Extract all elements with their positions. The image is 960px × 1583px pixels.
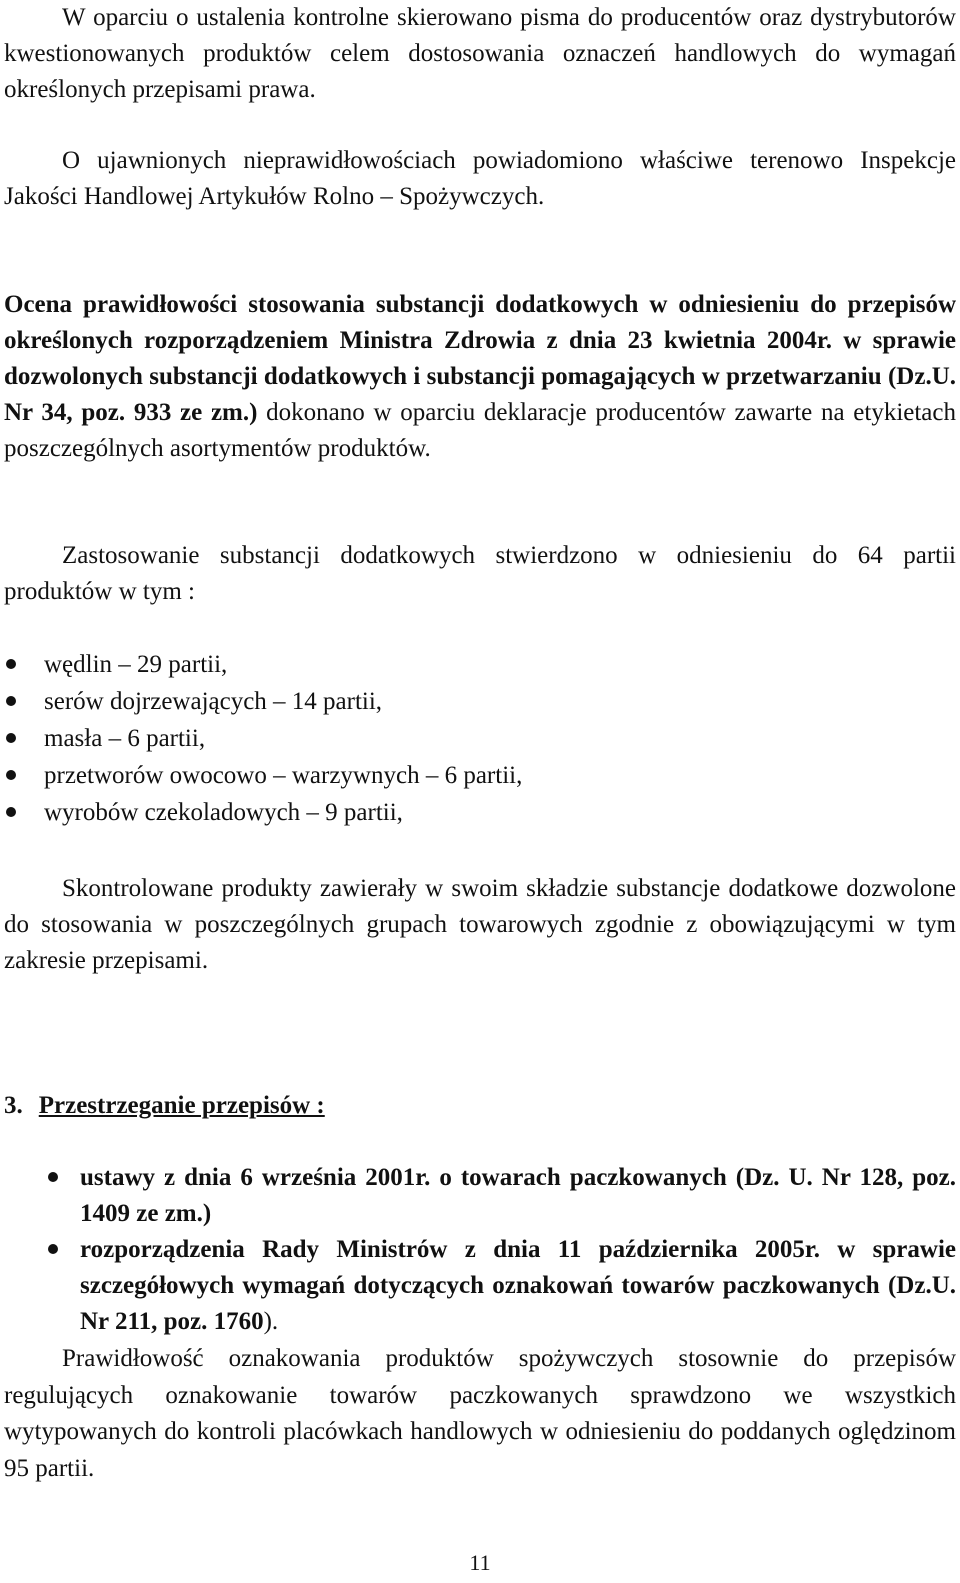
list-item: serów dojrzewających – 14 partii, xyxy=(0,684,956,721)
paragraph-additives-found: Zastosowanie substancji dodatkowych stwierdzono w odniesieniu do 64 partii produktów w tym : xyxy=(4,542,956,605)
list-item: rozporządzenia Rady Ministrów z dnia 11 października 2005r. w sprawie szczegółowych wymagań dotyczących oznakowań towarów paczkowanych (Dz.U. Nr 211, poz. 1760). xyxy=(0,1232,956,1340)
paragraph-labelling-check: Prawidłowość oznakowania produktów spożywczych stosownie do przepisów regulujących oznakowanie towarów paczkowanych sprawdzono we wszystkich wytypowanych do kontroli placówkach handlowych w odniesieniu do poddanych oględzinom 95 partii. xyxy=(4,1345,956,1482)
bullet-icon xyxy=(6,659,16,669)
paragraph-inspection-notified: O ujawnionych nieprawidłowościach powiadomiono właściwe terenowo Inspekcje Jakości Handlowej Artykułów Rolno – Spożywczych. xyxy=(4,147,956,210)
section-title: Przestrzeganie przepisów : xyxy=(38,1092,325,1119)
paragraph-letters-sent: W oparciu o ustalenia kontrolne skierowano pisma do producentów oraz dystrybutorów kwestionowanych produktów celem dostosowania oznaczeń handlowych do wymagań określonych przepisami prawa. xyxy=(4,4,956,103)
list-item: wyrobów czekoladowych – 9 partii, xyxy=(0,795,956,832)
additives-assessment-rest: dokonano w oparciu deklaracje producentów zawarte na etykietach poszczególnych asortymentów produktów. xyxy=(4,399,957,462)
list-item: wędlin – 29 partii, xyxy=(0,647,956,684)
section-number: 3. xyxy=(4,1092,23,1119)
additives-regulation-reference: Ocena prawidłowości stosowania substancji dodatkowych w odniesieniu do przepisów określonych rozporządzeniem Ministra Zdrowia z dnia 23 kwietnia 2004r. w sprawie dozwolonych substancji dodatkowych i substancji pomagających w przetwarzaniu (Dz.U. Nr 34, poz. 933 ze zm.) xyxy=(4,291,956,426)
paragraph-controlled-products: Skontrolowane produkty zawierały w swoim składzie substancje dodatkowe dozwolone do stosowania w poszczególnych grupach towarowych zgodnie z obowiązującymi w tym zakresie przepisami. xyxy=(4,875,956,974)
page-number: 11 xyxy=(469,1550,491,1575)
bullet-icon xyxy=(6,770,16,780)
section-heading xyxy=(4,1088,325,1124)
bullet-icon xyxy=(6,733,16,743)
bullet-icon xyxy=(48,1244,58,1254)
list-item: ustawy z dnia 6 września 2001r. o towarach paczkowanych (Dz. U. Nr 128, poz. 1409 ze zm.) xyxy=(0,1160,956,1232)
bullet-icon xyxy=(48,1172,58,1182)
product-batches-list xyxy=(0,647,956,832)
list-item: masła – 6 partii, xyxy=(0,721,956,758)
paragraph-additives-assessment xyxy=(4,287,956,467)
list-item: przetworów owocowo – warzywnych – 6 partii, xyxy=(0,758,956,795)
bullet-icon xyxy=(6,807,16,817)
regulations-list xyxy=(0,1160,956,1340)
bullet-icon xyxy=(6,696,16,706)
